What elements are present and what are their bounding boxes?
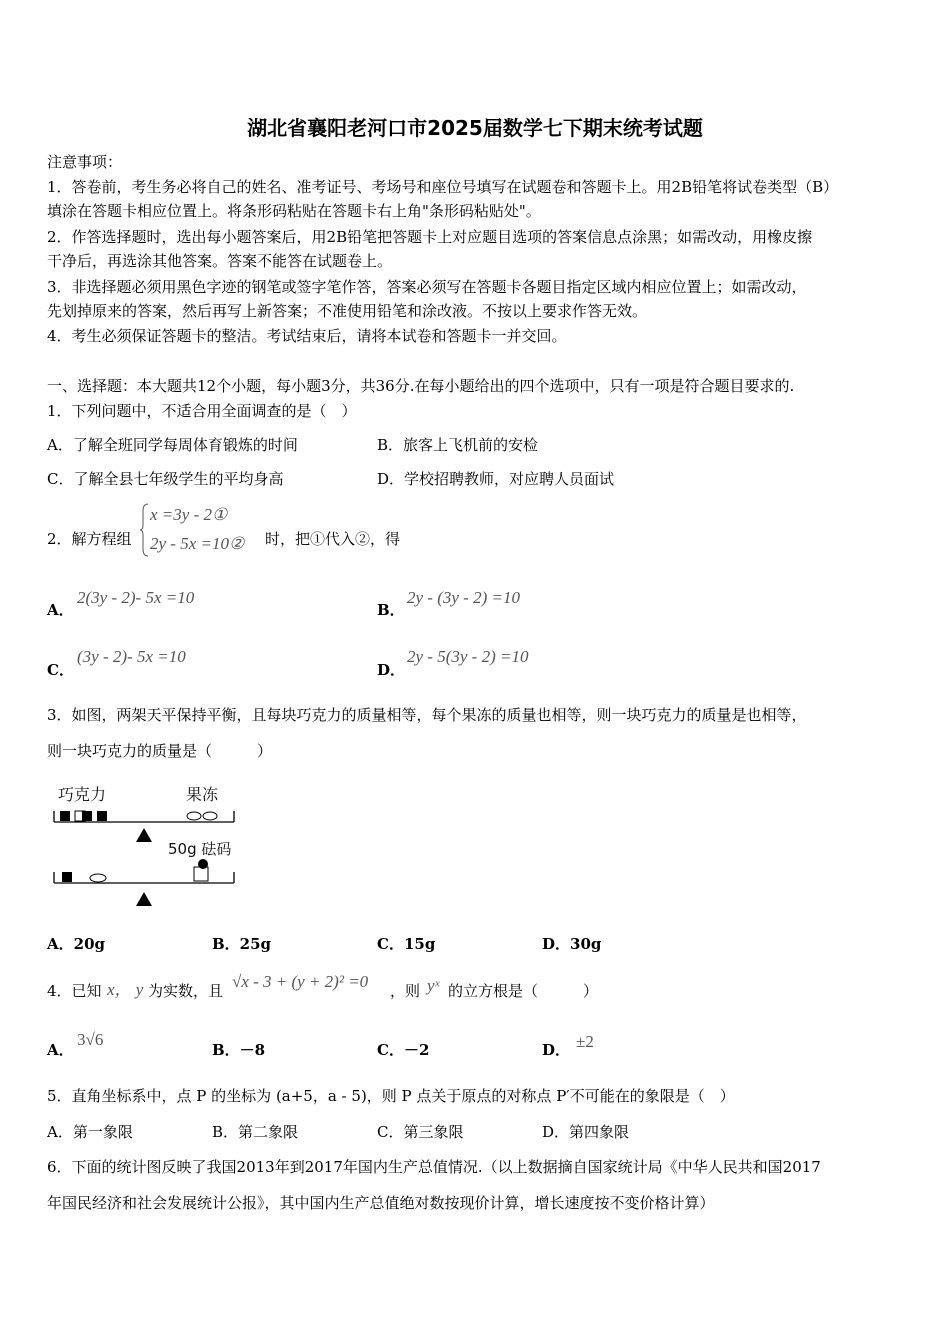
q1-option-a: A．了解全班同学每周体育锻炼的时间 — [47, 436, 298, 454]
q2-option-d-expr: 2y - 5(3y - 2) =10 — [407, 647, 529, 666]
page-title: 湖北省襄阳老河口市2025届数学七下期末统考试题 — [247, 116, 703, 140]
chocolate-block — [97, 811, 107, 821]
q2-option-a-label: A． — [47, 601, 74, 619]
chocolate-block — [62, 872, 72, 882]
q2-option-c-label: C． — [47, 661, 74, 679]
q4-option-b: B．－8 — [212, 1041, 266, 1059]
q1-option-d: D．学校招聘教师，对应聘人员面试 — [377, 470, 615, 488]
jelly — [90, 874, 106, 882]
question-6-stem-cont: 年国民经济和社会发展统计公报》，其中国内生产总值绝对数按现价计算，增长速度按不变价格计算） — [47, 1194, 715, 1212]
jelly — [203, 812, 217, 820]
label-chocolate: 巧克力 — [58, 785, 107, 804]
section-heading: 一、选择题：本大题共12个小题，每小题3分，共36分.在每小题给出的四个选项中，只有一项是符合题目要求的. — [47, 377, 795, 395]
notice-line: 干净后，再选涂其他答案。答案不能答在试题卷上。 — [47, 252, 393, 270]
q4-option-c: C．－2 — [377, 1041, 430, 1059]
balance-scales-figure — [48, 780, 248, 912]
q2-option-d-label: D． — [377, 661, 406, 679]
label-jelly: 果冻 — [186, 785, 219, 804]
notice-line: 1．答卷前，考生务必将自己的姓名、准考证号、考场号和座位号填写在试题卷和答题卡上。用2B铅笔将试卷类型（B） — [47, 178, 839, 196]
question-3-stem-cont: 则一块巧克力的质量是（ ） — [47, 742, 273, 760]
question-1-stem: 1．下列问题中，不适合用全面调查的是（ ） — [47, 402, 357, 420]
question-2-number: 2．解方程组 — [47, 530, 132, 548]
notice-line: 2．作答选择题时，选出每小题答案后，用2B铅笔把答题卡上对应题目选项的答案信息点涂黑；如需改动，用橡皮擦 — [47, 228, 813, 246]
label-weight: 50g 砝码 — [168, 840, 232, 858]
notice-line: 填涂在答题卡相应位置上。将条形码粘贴在答题卡右上角"条形码粘贴处"。 — [47, 202, 541, 220]
question-4-then: ，则 — [390, 982, 421, 1000]
q2-option-a-expr: 2(3y - 2)- 5x =10 — [77, 588, 195, 607]
question-4-tail: 的立方根是（ ） — [448, 982, 599, 1000]
question-3-stem: 3．如图，两架天平保持平衡，且每块巧克力的质量相等，每个果冻的质量也相等，则一块巧克力的质量是也相等， — [47, 706, 807, 724]
equation-2: 2y - 5x =10② — [150, 534, 245, 553]
q4-vars: x， y — [107, 980, 144, 999]
equation-system-brace — [140, 503, 142, 555]
notice-line: 先划掉原来的答案，然后再写上新答案；不准使用铅笔和涂改液。不按以上要求作答无效。 — [47, 302, 648, 320]
q5-option-c: C．第三象限 — [377, 1123, 464, 1141]
fulcrum-top — [136, 828, 152, 842]
q4-option-d-label: D． — [542, 1041, 571, 1059]
q4-option-a-expr: 3√6 — [77, 1030, 104, 1049]
weight-box — [194, 867, 208, 881]
q2-option-b-label: B． — [377, 601, 405, 619]
q2-option-c-expr: (3y - 2)- 5x =10 — [77, 647, 186, 666]
q2-option-b-expr: 2y - (3y - 2) =10 — [407, 588, 520, 607]
q1-option-b: B．旅客上飞机前的安检 — [377, 436, 539, 454]
chocolate-block — [60, 811, 70, 821]
weight-50g — [198, 859, 208, 869]
q4-option-a-label: A． — [47, 1041, 74, 1059]
q4-option-d-expr: ±2 — [576, 1032, 594, 1051]
fulcrum-bottom — [136, 892, 152, 906]
question-6-stem: 6．下面的统计图反映了我国2013年到2017年国内生产总值情况.（以上数据摘自国家统计局《中华人民共和国2017 — [47, 1158, 821, 1176]
q1-option-c: C．了解全县七年级学生的平均身高 — [47, 470, 284, 488]
question-4-prefix: 4．已知 — [47, 982, 102, 1000]
q3-option-c: C．15g — [377, 935, 436, 953]
q4-power: yˣ — [427, 976, 440, 995]
chocolate-block — [82, 811, 92, 821]
q5-option-b: B．第二象限 — [212, 1123, 299, 1141]
question-2-tail: 时，把①代入②，得 — [265, 530, 401, 548]
notice-line: 3．非选择题必须用黑色字迹的钢笔或签字笔作答，答案必须写在答题卡各题目指定区域内相应位置上；如需改动， — [47, 278, 807, 296]
q3-option-a: A．20g — [47, 935, 106, 953]
q4-equation: √x - 3 + (y + 2)² =0 — [232, 972, 369, 991]
question-4-mid: 为实数，且 — [148, 982, 224, 1000]
notice-heading: 注意事项： — [47, 153, 123, 171]
equation-1: x =3y - 2① — [150, 505, 228, 524]
q3-option-d: D．30g — [542, 935, 602, 953]
notice-line: 4．考生必须保证答题卡的整洁。考试结束后，请将本试卷和答题卡一并交回。 — [47, 327, 567, 345]
q5-option-a: A．第一象限 — [47, 1123, 133, 1141]
q3-option-b: B．25g — [212, 935, 272, 953]
question-5-stem: 5．直角坐标系中，点 P 的坐标为 (a+5，a - 5)，则 P 点关于原点的对称点 P′不可能在的象限是（ ） — [47, 1087, 735, 1105]
q5-option-d: D．第四象限 — [542, 1123, 630, 1141]
jelly — [187, 812, 201, 820]
